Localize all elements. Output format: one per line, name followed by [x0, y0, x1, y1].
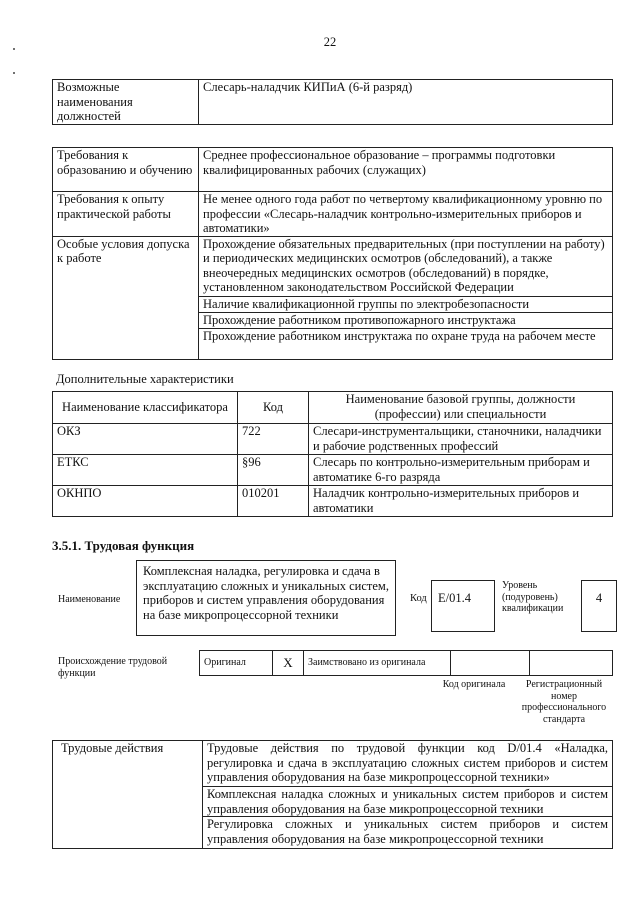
origin-original: Оригинал	[200, 651, 273, 676]
classifier-table	[52, 391, 613, 517]
additional-title: Дополнительные характеристики	[56, 372, 234, 386]
code-box	[431, 580, 495, 632]
classifier-code: §96	[238, 455, 309, 486]
function-name-label: Наименование	[58, 594, 121, 605]
action-item: Трудовые действия по трудовой функции код D/01.4 «Наладка, регулировка и сдача в эксплуатацию сложных систем приборов и систем управления оборудования на базе микропроцессорной техники»	[203, 741, 613, 787]
req-special-value: Наличие квалификационной группы по электробезопасности	[199, 296, 613, 312]
classifier-group: Слесарь по контрольно-измерительным приборам и автоматике 6-го разряда	[309, 455, 613, 486]
code-label: Код	[410, 593, 427, 604]
level-box	[581, 580, 617, 632]
origin-label: Происхождение трудовой функции	[58, 656, 168, 679]
action-item: Комплексная наладка сложных и уникальных систем приборов и систем управления оборудования на базе микропроцессорной техники	[203, 787, 613, 817]
function-name-box	[136, 560, 396, 636]
req-special-label: Особые условия допуска к работе	[53, 236, 199, 359]
header-classifier: Наименование классификатора	[53, 392, 238, 424]
positions-table	[52, 79, 613, 125]
origin-reg-cell	[530, 651, 613, 676]
header-group: Наименование базовой группы, должности (профессии) или специальности	[309, 392, 613, 424]
level-value: 4	[595, 591, 603, 605]
origin-reg-caption: Регистрационный номер профессионального стандарта	[521, 679, 607, 725]
classifier-group: Наладчик контрольно-измерительных приборов и автоматики	[309, 486, 613, 517]
req-education-value: Среднее профессиональное образование – программы подготовки квалифицированных рабочих (служащих)	[199, 148, 613, 192]
classifier-code: 722	[238, 424, 309, 455]
classifier-name: ЕТКС	[53, 455, 238, 486]
origin-code-cell	[451, 651, 530, 676]
classifier-name: ОКЗ	[53, 424, 238, 455]
req-special-value: Прохождение обязательных предварительных (при поступлении на работу) и периодических медицинских осмотров (обследований), а также внеочередных медицинских осмотров (обследований) в порядке, установленном законодательством Российской Федерации	[199, 236, 613, 296]
req-education-label: Требования к образованию и обучению	[53, 148, 199, 192]
page-number: 22	[323, 35, 337, 49]
req-experience-value: Не менее одного года работ по четвертому квалификационному уровню по профессии «Слесарь-наладчик контрольно-измерительных приборов и автоматики»	[199, 192, 613, 237]
positions-value: Слесарь-наладчик КИПиА (6-й разряд)	[199, 80, 613, 125]
level-label: Уровень (подуровень) квалификации	[502, 580, 564, 614]
scan-speck	[13, 72, 15, 74]
code-value: E/01.4	[438, 591, 471, 605]
requirements-table	[52, 147, 613, 360]
actions-label: Трудовые действия	[53, 741, 203, 849]
req-experience-label: Требования к опыту практической работы	[53, 192, 199, 237]
function-heading: 3.5.1. Трудовая функция	[52, 538, 195, 553]
function-name-value: Комплексная наладка, регулировка и сдача в эксплуатацию сложных и уникальных систем, приборов и систем управления оборудования на базе микропроцессорной техники	[143, 564, 389, 622]
scan-speck	[13, 48, 15, 50]
classifier-name: ОКНПО	[53, 486, 238, 517]
req-special-value: Прохождение работником инструктажа по охране труда на рабочем месте	[199, 328, 613, 359]
origin-mark: X	[273, 651, 304, 676]
origin-borrowed: Заимствовано из оригинала	[304, 651, 451, 676]
classifier-group: Слесари-инструментальщики, станочники, наладчики и рабочие родственных профессий	[309, 424, 613, 455]
classifier-code: 010201	[238, 486, 309, 517]
origin-code-caption: Код оригинала	[442, 679, 506, 690]
action-item: Регулировка сложных и уникальных систем приборов и систем управления оборудования на базе микропроцессорной техники	[203, 817, 613, 849]
req-special-value: Прохождение работником противопожарного инструктажа	[199, 312, 613, 328]
header-code: Код	[238, 392, 309, 424]
origin-table	[199, 650, 613, 676]
positions-label: Возможные наименования должностей	[53, 80, 199, 125]
actions-table	[52, 740, 613, 849]
